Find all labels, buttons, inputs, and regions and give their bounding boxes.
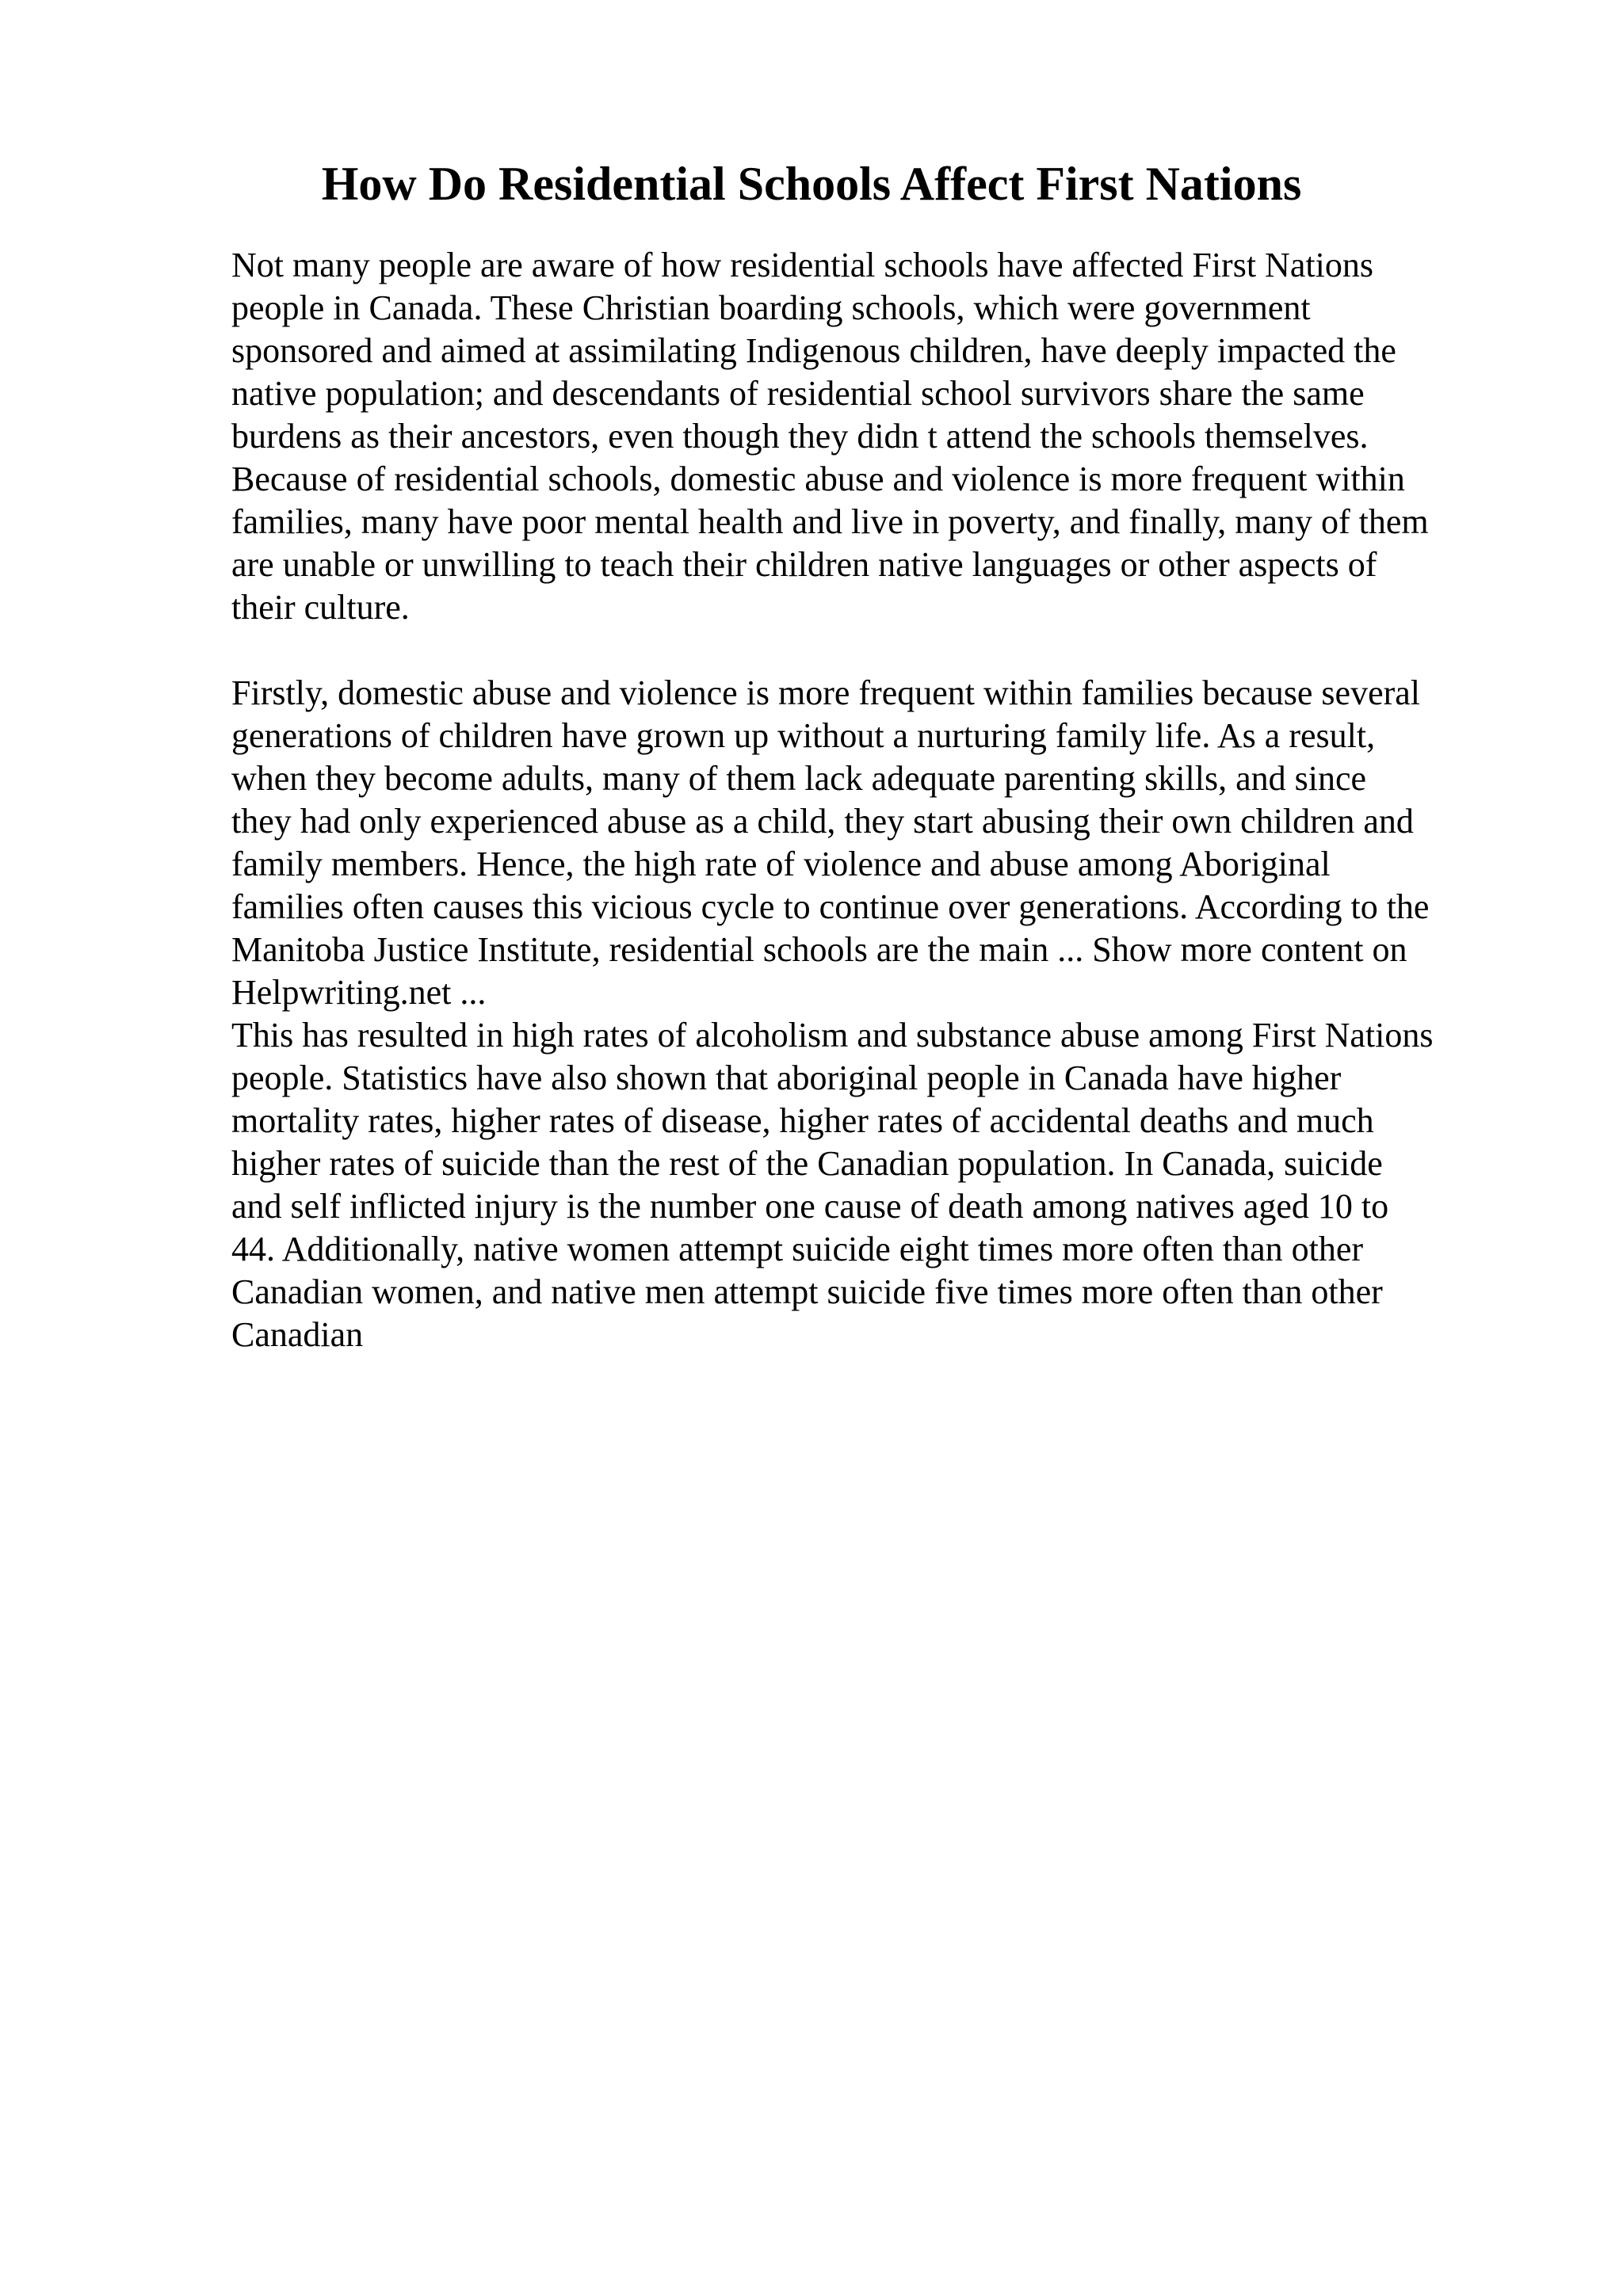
text-line: families, many have poor mental health and live in poverty, and finally, many of them [231, 502, 1429, 541]
paragraph-domestic-abuse [231, 672, 1547, 1014]
text-line: sponsored and aimed at assimilating Indigenous children, have deeply impacted the [231, 331, 1396, 370]
text-line: people. Statistics have also shown that aboriginal people in Canada have higher [231, 1058, 1342, 1097]
text-line: native population; and descendants of residential school survivors share the same [231, 374, 1365, 413]
text-line: people in Canada. These Christian boarding schools, which were government [231, 288, 1311, 327]
text-line: burdens as their ancestors, even though they didn t attend the schools themselves. [231, 417, 1369, 456]
document-title: How Do Residential Schools Affect First Nations [321, 158, 1302, 210]
text-line: Not many people are aware of how residential schools have affected First Nations [231, 246, 1373, 284]
paragraph-intro [231, 244, 1547, 629]
text-line: Canadian [231, 1315, 364, 1354]
text-line: This has resulted in high rates of alcoholism and substance abuse among First Nations [231, 1016, 1434, 1055]
text-line: and self inflicted injury is the number one cause of death among natives aged 10 to [231, 1187, 1389, 1226]
text-line: Manitoba Justice Institute, residential schools are the main ... Show more content on [231, 930, 1407, 969]
text-line: they had only experienced abuse as a child, they start abusing their own children and [231, 802, 1414, 841]
text-line: their culture. [231, 588, 410, 627]
text-line: families often causes this vicious cycle to continue over generations. According to the [231, 887, 1430, 926]
paragraph-spacer [231, 629, 1547, 672]
text-line: family members. Hence, the high rate of violence and abuse among Aboriginal [231, 845, 1331, 883]
text-line: generations of children have grown up without a nurturing family life. As a result, [231, 716, 1376, 755]
text-line: higher rates of suicide than the rest of the Canadian population. In Canada, suicide [231, 1144, 1383, 1183]
text-line: Canadian women, and native men attempt suicide five times more often than other [231, 1272, 1383, 1311]
paragraph-health-statistics [231, 1014, 1547, 1356]
text-line: are unable or unwilling to teach their children native languages or other aspects of [231, 545, 1377, 584]
text-line: Helpwriting.net ... [231, 973, 487, 1012]
text-line: Because of residential schools, domestic abuse and violence is more frequent within [231, 460, 1405, 498]
text-line: mortality rates, higher rates of disease, higher rates of accidental deaths and much [231, 1101, 1374, 1140]
text-line: Firstly, domestic abuse and violence is more frequent within families because several [231, 673, 1421, 712]
text-line: when they become adults, many of them lack adequate parenting skills, and since [231, 759, 1366, 798]
text-line: 44. Additionally, native women attempt suicide eight times more often than other [231, 1230, 1364, 1268]
document-body [231, 244, 1547, 1356]
